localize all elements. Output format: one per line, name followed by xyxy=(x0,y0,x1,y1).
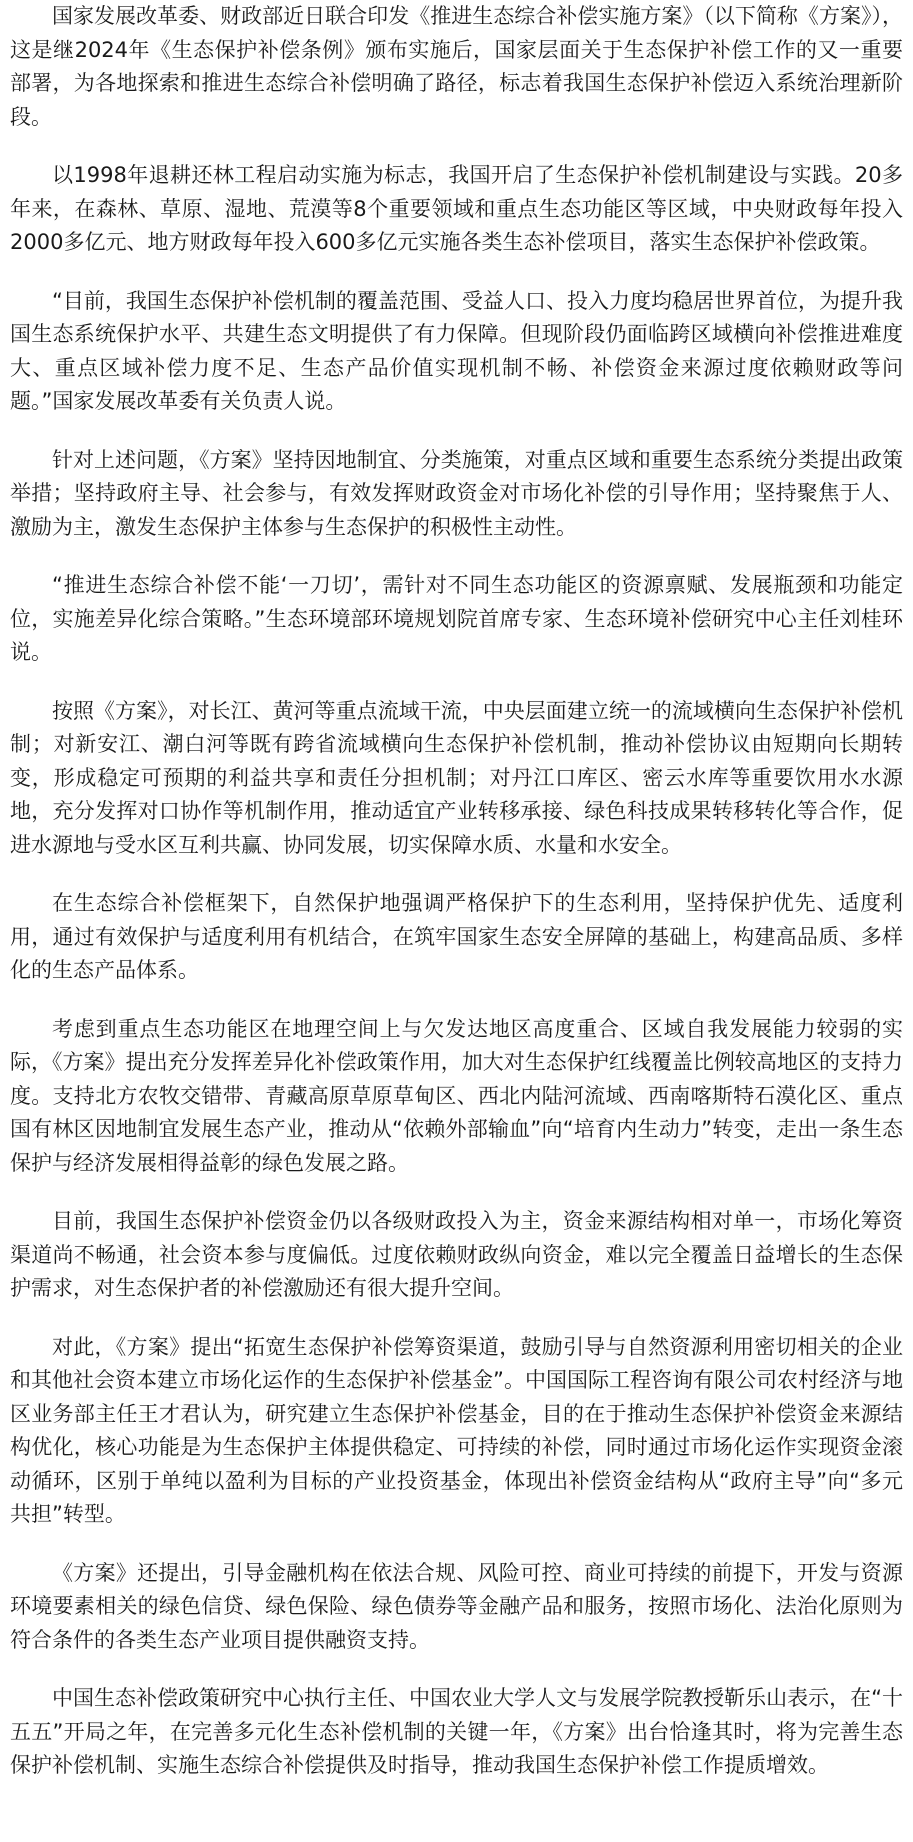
paragraph-3: “目前，我国生态保护补偿机制的覆盖范围、受益人口、投入力度均稳居世界首位，为提升我国生态系统保护水平、共建生态文明提供了有力保障。但现阶段仍面临跨区域横向补偿推进难度大、重点区域补偿力度不足、生态产品价值实现机制不畅、补偿资金来源过度依赖财政等问题。”国家发展改革委有关负责人说。 xyxy=(10,288,903,413)
paragraph-10: 对此，《方案》提出“拓宽生态保护补偿筹资渠道，鼓励引导与自然资源利用密切相关的企业和其他社会资本建立市场化运作的生态保护补偿基金”。中国国际工程咨询有限公司农村经济与地区业务部主任王才君认为，研究建立生态保护补偿基金，目的在于推动生态保护补偿资金来源结构优化，核心功能是为生态保护主体提供稳定、可持续的补偿，同时通过市场化运作实现资金滚动循环，区别于单纯以盈利为目标的产业投资基金，体现出补偿资金结构从“政府主导”向“多元共担”转型。 xyxy=(10,1334,903,1526)
paragraph-2: 以1998年退耕还林工程启动实施为标志，我国开启了生态保护补偿机制建设与实践。20多年来，在森林、草原、湿地、荒漠等8个重要领域和重点生态功能区等区域，中央财政每年投入2000多亿元、地方财政每年投入600多亿元实施各类生态补偿项目，落实生态保护补偿政策。 xyxy=(10,163,903,254)
paragraph-12: 中国生态补偿政策研究中心执行主任、中国农业大学人文与发展学院教授靳乐山表示，在“十五五”开局之年，在完善多元化生态补偿机制的关键一年，《方案》出台恰逢其时，将为完善生态保护补偿机制、实施生态综合补偿提供及时指导，推动我国生态保护补偿工作提质增效。 xyxy=(10,1686,903,1777)
paragraph-1: 国家发展改革委、财政部近日联合印发《推进生态综合补偿实施方案》（以下简称《方案》），这是继2024年《生态保护补偿条例》颁布实施后，国家层面关于生态保护补偿工作的又一重要部署，为各地探索和推进生态综合补偿明确了路径，标志着我国生态保护补偿迈入系统治理新阶段。 xyxy=(10,4,903,129)
paragraph-7: 在生态综合补偿框架下，自然保护地强调严格保护下的生态利用，坚持保护优先、适度利用，通过有效保护与适度利用有机结合，在筑牢国家生态安全屏障的基础上，构建高品质、多样化的生态产品体系。 xyxy=(10,891,903,982)
paragraph-5: “推进生态综合补偿不能‘一刀切’，需针对不同生态功能区的资源禀赋、发展瓶颈和功能定位，实施差异化综合策略。”生态环境部环境规划院首席专家、生态环境补偿研究中心主任刘桂环说。 xyxy=(10,573,903,664)
paragraph-8: 考虑到重点生态功能区在地理空间上与欠发达地区高度重合、区域自我发展能力较弱的实际，《方案》提出充分发挥差异化补偿政策作用，加大对生态保护红线覆盖比例较高地区的支持力度。支持北方农牧交错带、青藏高原草原草甸区、西北内陆河流域、西南喀斯特石漠化区、重点国有林区因地制宜发展生态产业，推动从“依赖外部输血”向“培育内生动力”转变，走出一条生态保护与经济发展相得益彰的绿色发展之路。 xyxy=(10,1016,903,1175)
paragraph-11: 《方案》还提出，引导金融机构在依法合规、风险可控、商业可持续的前提下，开发与资源环境要素相关的绿色信贷、绿色保险、绿色债券等金融产品和服务，按照市场化、法治化原则为符合条件的各类生态产业项目提供融资支持。 xyxy=(10,1560,903,1652)
paragraph-9: 目前，我国生态保护补偿资金仍以各级财政投入为主，资金来源结构相对单一，市场化筹资渠道尚不畅通，社会资本参与度偏低。过度依赖财政纵向资金，难以完全覆盖日益增长的生态保护需求，对生态保护者的补偿激励还有很大提升空间。 xyxy=(10,1209,903,1300)
paragraph-4: 针对上述问题，《方案》坚持因地制宜、分类施策，对重点区域和重要生态系统分类提出政策举措；坚持政府主导、社会参与，有效发挥财政资金对市场化补偿的引导作用；坚持聚焦于人、激励为主，激发生态保护主体参与生态保护的积极性主动性。 xyxy=(10,447,903,539)
paragraph-6: 按照《方案》，对长江、黄河等重点流域干流，中央层面建立统一的流域横向生态保护补偿机制；对新安江、潮白河等既有跨省流域横向生态保护补偿机制，推动补偿协议由短期向长期转变，形成稳定可预期的利益共享和责任分担机制；对丹江口库区、密云水库等重要饮用水水源地，充分发挥对口协作等机制作用，推动适宜产业转移承接、绿色科技成果转移转化等合作，促进水源地与受水区互利共赢、协同发展，切实保障水质、水量和水安全。 xyxy=(10,698,903,857)
